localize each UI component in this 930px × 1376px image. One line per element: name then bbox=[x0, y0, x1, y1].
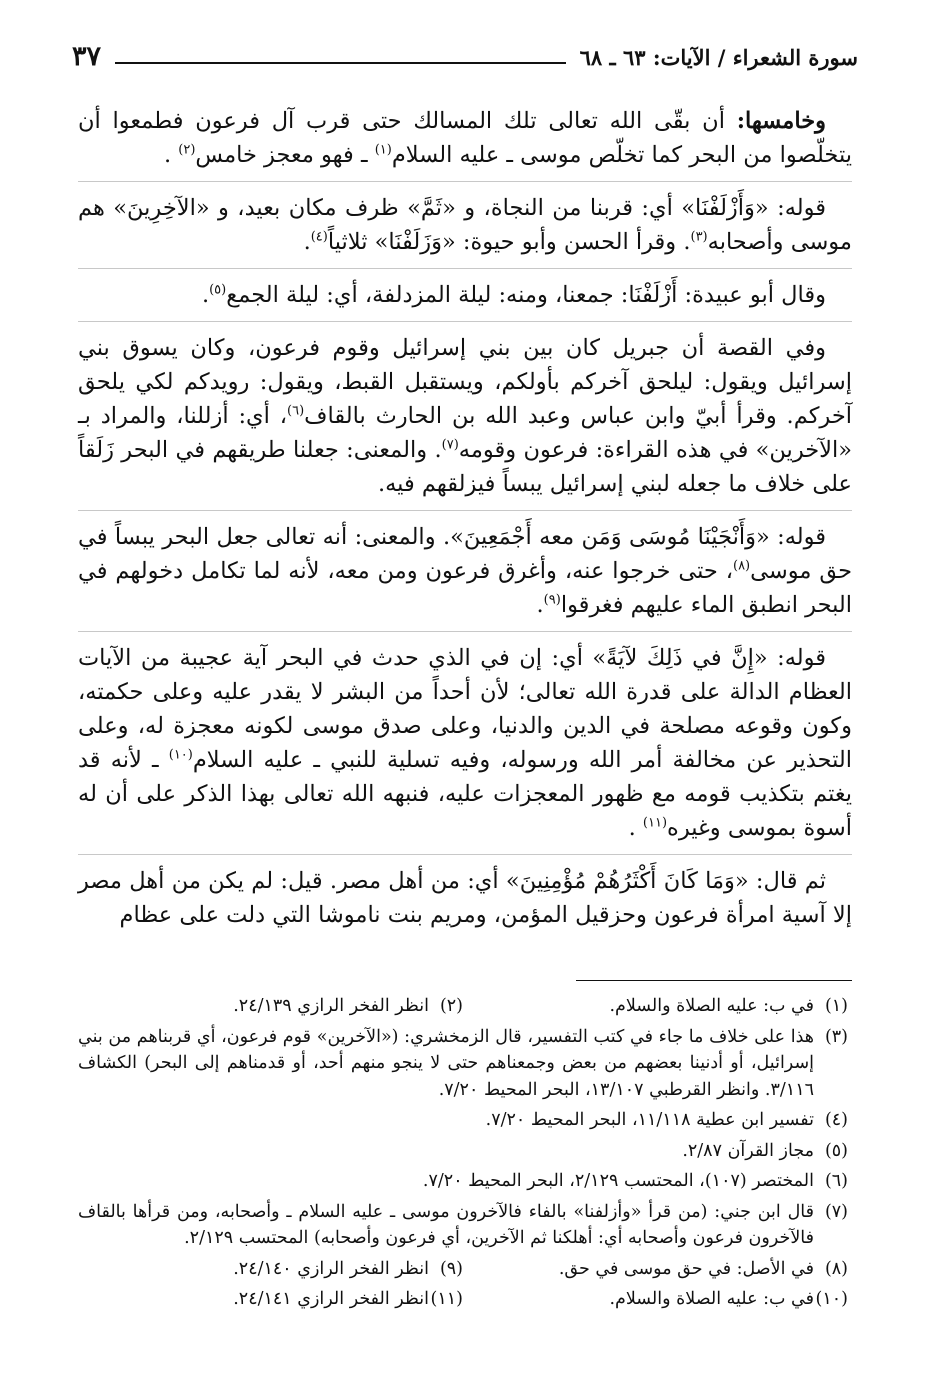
paragraph-text: . bbox=[163, 142, 179, 168]
paragraph-text: وفي القصة أن جبريل كان بين بني إسرائيل وقوم فرعون، وكان يسوق بني إسرائيل ويقول: ليلحق آخركم بأولكم، ويستقبل القبط، ويقول: رويدكم لكي يلحق آخركم. وقرأ أبيّ وابن عباس وعبد الله بن الحارث بالقاف bbox=[78, 335, 852, 429]
footnote-7 bbox=[78, 1199, 848, 1252]
paragraph-text: ، حتى خرجوا عنه، وأغرق فرعون ومن معه، لأنه لما تكامل دخولهم في البحر انطبق الماء عليهم فغرقوا bbox=[78, 558, 852, 618]
footnote-number: (٤) bbox=[824, 1110, 848, 1130]
footnote-marker[interactable]: (٨) bbox=[732, 558, 751, 574]
paragraph-divider bbox=[78, 268, 852, 269]
paragraph-text: قوله: «إِنَّ في ذَلِكَ لآيَةً» أي: إن في الذي حدث في البحر آية عجيبة من الآيات العظام الدالة على قدرة الله تعالى؛ لأن أحداً من البشر لا يقدر عليه وعلى حكمته، وكون وقوعه مصلحة في الدين والدنيا، وعلى صدق موسى لكونه معجزة له، وعلى التحذير عن مخالفة أمر الله ورسوله، وفيه تسلية للنبي ـ عليه السلام bbox=[78, 645, 852, 773]
footnote-number: (٧) bbox=[824, 1201, 848, 1222]
footnote-text: انظر الفخر الرازي ٢٤/١٤٠. bbox=[233, 1258, 429, 1279]
footnote-text: تفسير ابن عطية ١١/١١٨، البحر المحيط ٧/٢٠. bbox=[485, 1110, 814, 1130]
footnote-8 bbox=[463, 1256, 848, 1283]
footnote-marker[interactable]: (١) bbox=[374, 142, 392, 158]
footnote-text: انظر الفخر الرازي ٢٤/١٣٩. bbox=[233, 996, 429, 1016]
footnote-number: (٣) bbox=[824, 1026, 848, 1047]
footnote-marker[interactable]: (٢) bbox=[178, 142, 196, 158]
paragraph-1 bbox=[78, 104, 852, 172]
footnote-number: (١١) bbox=[430, 1289, 463, 1309]
paragraph-4 bbox=[78, 331, 852, 501]
footnote-9 bbox=[78, 1256, 463, 1283]
footnote-marker[interactable]: (٥) bbox=[209, 282, 227, 298]
footnote-rule bbox=[576, 980, 852, 981]
paragraph-2 bbox=[78, 191, 852, 259]
footnote-row bbox=[78, 1256, 848, 1283]
paragraph-text: وقال أبو عبيدة: أَزْلَفْنَا: جمعنا، ومنه: ليلة المزدلفة، أي: ليلة الجمع bbox=[226, 282, 826, 308]
footnote-text: هذا على خلاف ما جاء في كتب التفسير، قال الزمخشري: («الآخرين» قوم فرعون، أي قربناهم من بني إسرائيل، أو أدنينا بعضهم من بعض وجمعناهم حتى لا ينجو منهم أحد، أو قدمناهم إلى البحر) الكشاف ٣/١١٦. وانظر القرطبي ١٣/١٠٧، البحر المحيط ٧/٢٠. bbox=[78, 1026, 814, 1100]
paragraph-text: . bbox=[628, 815, 643, 841]
footnote-text: في الأصل: في حق موسى في حق. bbox=[558, 1258, 814, 1279]
paragraph-text: ، أي: أزللنا، والمراد بـ «الآخرين» في هذه القراءة: فرعون وقومه bbox=[78, 403, 852, 463]
footnote-marker[interactable]: (٤) bbox=[310, 229, 328, 245]
footnote-text: في ب: عليه الصلاة والسلام. bbox=[609, 996, 814, 1016]
paragraph-text: قوله: «وَأَزْلَفْنَا» أي: قربنا من النجاة، و «ثَمَّ» ظرف مكان بعيد، و «الآخِرِينَ» هم موسى وأصحابه bbox=[78, 195, 852, 255]
paragraph-divider bbox=[78, 181, 852, 182]
footnote-text: قال ابن جني: (من قرأ «وأزلفنا» بالفاء فالآخرون موسى ـ عليه السلام ـ وأصحابه، ومن قرأها بالقاف فالآخرون فرعون وأصحابه أي: أهلكنا ثم الآخرين، أي فرعون وأصحابه) المحتسب ٢/١٢٩. bbox=[78, 1201, 814, 1248]
footnote-4 bbox=[78, 1107, 848, 1134]
paragraph-text: أن بقّى الله تعالى تلك المسالك حتى قرب آل فرعون فطمعوا أن يتخلّصوا من البحر كما تخلّص موسى ـ عليه السلام bbox=[78, 108, 852, 168]
footnote-2 bbox=[78, 993, 463, 1020]
footnote-number: (٨) bbox=[824, 1258, 848, 1279]
paragraph-text: ـ فهو معجز خامس bbox=[195, 142, 375, 168]
footnote-number: (٩) bbox=[439, 1258, 463, 1279]
paragraph-divider bbox=[78, 854, 852, 855]
footnote-text: المختصر (١٠٧)، المحتسب ٢/١٢٩، البحر المحيط ٧/٢٠. bbox=[422, 1171, 814, 1191]
paragraph-5 bbox=[78, 520, 852, 622]
paragraph-divider bbox=[78, 510, 852, 511]
paragraph-text: ـ لأنه قد يغتم بتكذيب قومه مع ظهور المعجزات عليه، فنبهه الله تعالى بهذا الذكر على أن له أسوة بموسى وغيره bbox=[78, 747, 852, 841]
paragraph-text: . bbox=[536, 592, 544, 618]
footnote-3 bbox=[78, 1024, 848, 1104]
paragraph-7 bbox=[78, 864, 852, 932]
footnote-row bbox=[78, 1286, 848, 1313]
footnote-text: مجاز القرآن ٢/٨٧. bbox=[682, 1140, 814, 1161]
footnote-11 bbox=[78, 1286, 463, 1313]
footnote-marker[interactable]: (٩) bbox=[543, 592, 561, 608]
paragraph-divider bbox=[78, 321, 852, 322]
footnote-number: (٢) bbox=[439, 996, 463, 1016]
footnote-row bbox=[78, 993, 848, 1020]
paragraph-text: . bbox=[303, 229, 311, 255]
footnote-marker[interactable]: (١١) bbox=[642, 815, 668, 831]
footnote-number: (٦) bbox=[824, 1171, 848, 1191]
paragraph-text: . والمعنى: جعلنا طريقهم في البحر زَلَقاً على خلاف ما جعله لبني إسرائيل يبساً فيزلقهم فيه. bbox=[78, 437, 852, 497]
footnote-number: (١) bbox=[824, 996, 848, 1016]
paragraph-text: قوله: «وَأَنْجَيْنَا مُوسَى وَمَن معه أَجْمَعِينَ». والمعنى: أنه تعالى جعل البحر يبساً في حق موسى bbox=[78, 524, 853, 584]
footnotes bbox=[78, 993, 848, 1317]
footnote-text: في ب: عليه الصلاة والسلام. bbox=[609, 1289, 814, 1309]
running-header bbox=[72, 34, 858, 74]
paragraph-text: . وقرأ الحسن وأبو حيوة: «وَزَلَفْنَا» ثلاثياً bbox=[327, 229, 691, 255]
footnote-5 bbox=[78, 1138, 848, 1165]
footnote-6 bbox=[78, 1168, 848, 1195]
main-text bbox=[78, 104, 852, 941]
paragraph-divider bbox=[78, 631, 852, 632]
footnote-number: (٥) bbox=[824, 1140, 848, 1161]
footnote-10 bbox=[463, 1286, 848, 1313]
paragraph-lead: وخامسها: bbox=[736, 108, 826, 134]
footnote-number: (١٠) bbox=[815, 1289, 848, 1309]
paragraph-6 bbox=[78, 641, 852, 845]
paragraph-text: ثم قال: «وَمَا كَانَ أَكْثَرُهُمْ مُؤْمِنِينَ» أي: من أهل مصر. قيل: لم يكن من أهل مصر إلا آسية امرأة فرعون وحزقيل المؤمن، ومريم بنت ناموشا التي دلت على عظام bbox=[78, 868, 852, 928]
footnote-1 bbox=[463, 993, 848, 1020]
footnote-marker[interactable]: (١٠) bbox=[168, 747, 193, 763]
footnote-marker[interactable]: (٦) bbox=[287, 403, 305, 419]
header-rule bbox=[115, 62, 566, 64]
paragraph-3 bbox=[78, 278, 852, 312]
footnote-text: انظر الفخر الرازي ٢٤/١٤١. bbox=[233, 1289, 429, 1309]
chapter-title: سورة الشعراء / الآيات: ٦٣ ـ ٦٨ bbox=[579, 45, 858, 70]
page-number: ٣٧ bbox=[72, 41, 102, 72]
paragraph-text: . bbox=[201, 282, 210, 308]
footnote-marker[interactable]: (٧) bbox=[441, 437, 459, 453]
footnote-marker[interactable]: (٣) bbox=[690, 229, 708, 245]
